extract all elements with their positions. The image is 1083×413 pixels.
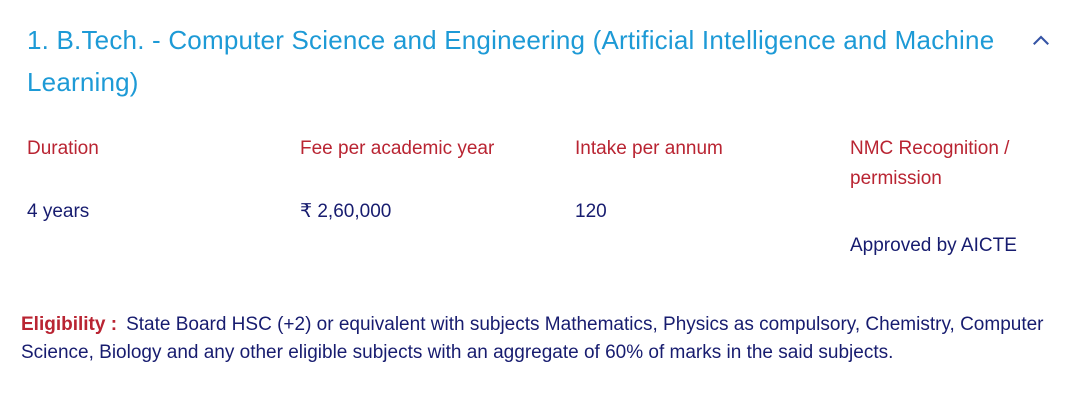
- eligibility-paragraph: [21, 311, 1063, 367]
- collapse-section-button[interactable]: [1027, 26, 1055, 54]
- chevron-up-icon: [1029, 28, 1053, 52]
- column-header-nmc-recognition: NMC Recognition / permission: [850, 138, 1010, 189]
- intake-value: 120: [575, 201, 607, 222]
- course-accordion-header[interactable]: [21, 0, 1063, 103]
- fee-value: ₹ 2,60,000: [300, 201, 392, 222]
- course-title: 1. B.Tech. - Computer Science and Engineering (Artificial Intelligence and Machine Learning): [27, 25, 995, 97]
- eligibility-text: State Board HSC (+2) or equivalent with subjects Mathematics, Physics as compulsory, Chemistry, Computer Science, Biology and any other eligible subjects with an aggregate of 60% of marks in the said subjects.: [21, 314, 1044, 363]
- eligibility-label: Eligibility :: [21, 314, 118, 335]
- nmc-recognition-value: Approved by AICTE: [850, 235, 1017, 256]
- column-header-intake: Intake per annum: [575, 138, 723, 159]
- course-info-table: [27, 134, 1063, 258]
- duration-value: 4 years: [27, 201, 90, 222]
- column-header-duration: Duration: [27, 138, 99, 159]
- column-header-fee: Fee per academic year: [300, 138, 495, 159]
